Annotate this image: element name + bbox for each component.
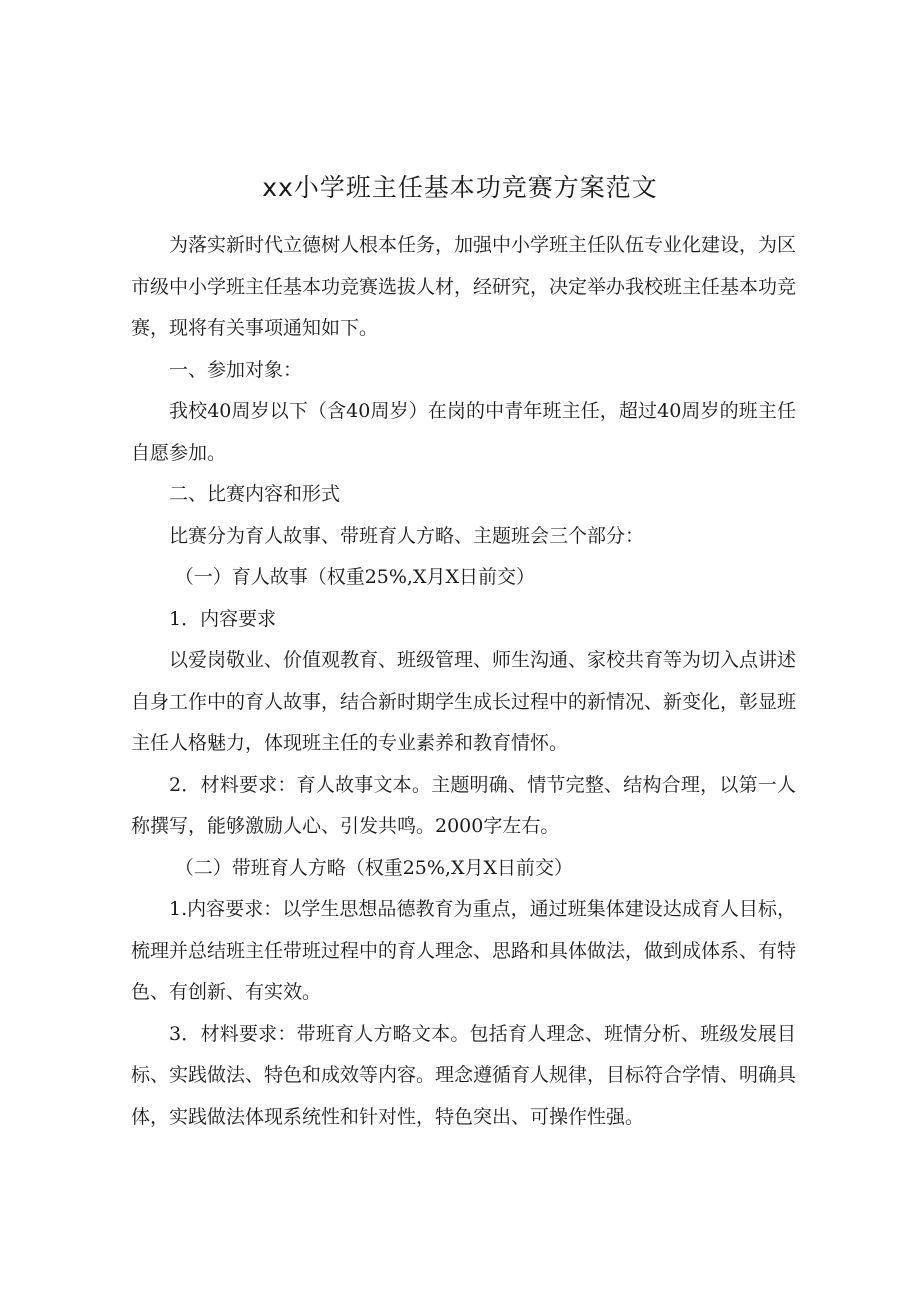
section-heading-participants: 一、参加对象： bbox=[169, 358, 303, 381]
strategy-material-paragraph: 3．材料要求：带班育人方略文本。包括育人理念、班情分析、班级发展目标、实践做法、特色和成效等内容。理念遵循育人规律，目标符合学情、明确具体，实践做法体现系统性和针对性，特色突出、可操作性强。 bbox=[131, 1022, 797, 1128]
item-heading-content-requirements: 1．内容要求 bbox=[169, 607, 277, 630]
strategy-content-paragraph: 1.内容要求：以学生思想品德教育为重点，通过班集体建设达成育人目标，梳理并总结班主任带班过程中的育人理念、思路和具体做法，做到成体系、有特色、有创新、有实效。 bbox=[131, 898, 797, 1003]
participants-paragraph: 我校40周岁以下（含40周岁）在岗的中青年班主任，超过40周岁的班主任自愿参加。 bbox=[131, 400, 796, 464]
subsection-heading-story: （一）育人故事（权重25%,X月X日前交） bbox=[174, 566, 536, 588]
subsection-heading-strategy: （二）带班育人方略（权重25%,X月X日前交） bbox=[174, 856, 574, 879]
content-overview-paragraph: 比赛分为育人故事、带班育人方略、主题班会三个部分： bbox=[169, 524, 645, 547]
document-body bbox=[131, 225, 796, 1138]
document-title: xx小学班主任基本功竞赛方案范文 bbox=[262, 173, 658, 202]
section-heading-content: 二、比赛内容和形式 bbox=[169, 483, 341, 505]
intro-paragraph: 为落实新时代立德树人根本任务，加强中小学班主任队伍专业化建设，为区市级中小学班主任基本功竞赛选拔人材，经研究，决定举办我校班主任基本功竞赛，现将有关事项通知如下。 bbox=[131, 234, 797, 339]
story-content-paragraph: 以爱岗敬业、价值观教育、班级管理、师生沟通、家校共育等为切入点讲述自身工作中的育人故事，结合新时期学生成长过程中的新情况、新变化，彰显班主任人格魅力，体现班主任的专业素养和教育情怀。 bbox=[131, 649, 797, 754]
story-material-paragraph: 2．材料要求：育人故事文本。主题明确、情节完整、结构合理，以第一人称撰写，能够激励人心、引发共鸣。2000字左右。 bbox=[131, 773, 796, 837]
